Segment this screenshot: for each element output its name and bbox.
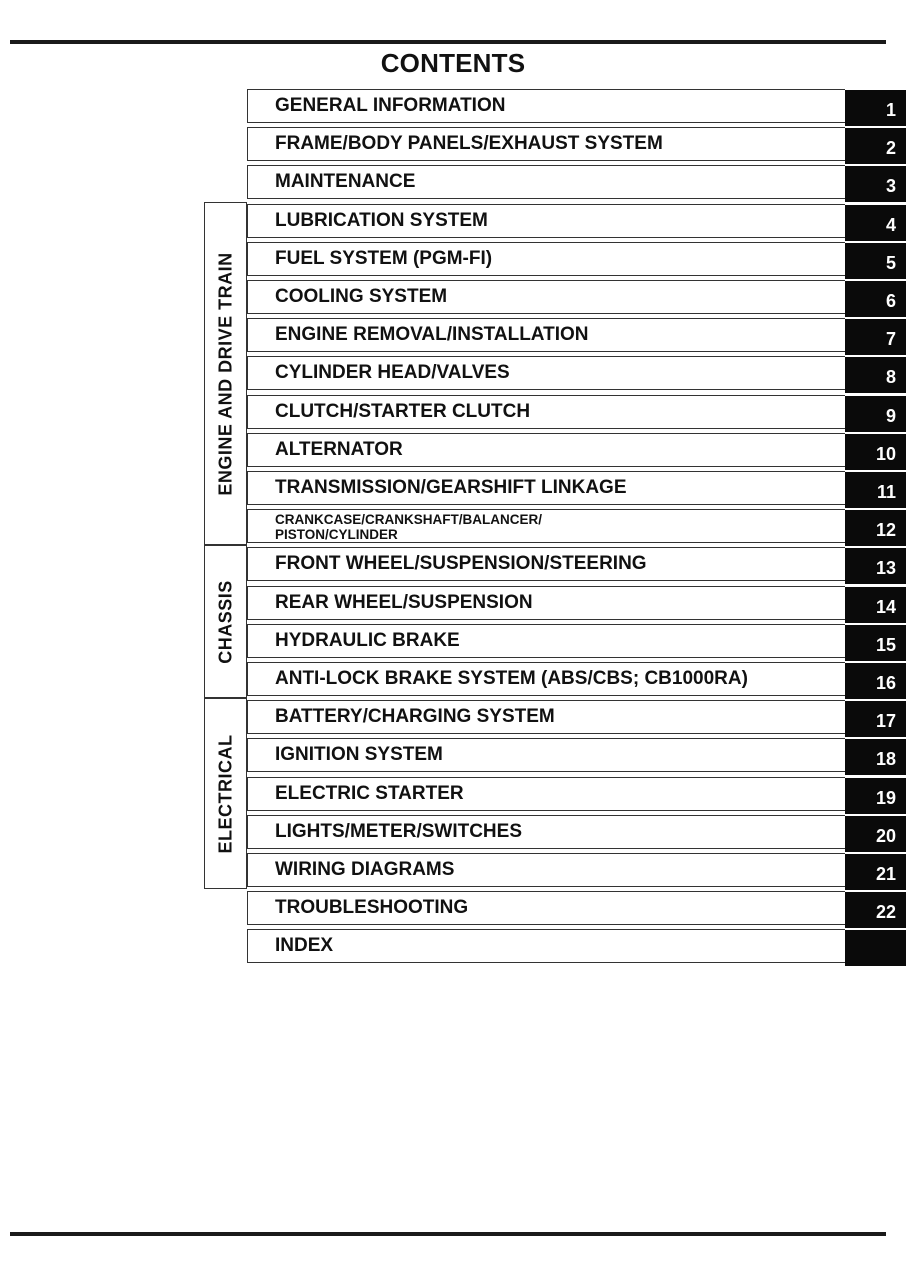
section-tab-number[interactable]: 1: [845, 90, 906, 126]
section-title: CYLINDER HEAD/VALVES: [275, 362, 510, 383]
section-group-label: ENGINE AND DRIVE TRAIN: [215, 251, 235, 496]
section-title: HYDRAULIC BRAKE: [275, 630, 460, 651]
section-title: INDEX: [275, 935, 334, 956]
section-tab-number[interactable]: 11: [845, 472, 906, 508]
section-tab-number[interactable]: 2: [845, 128, 906, 164]
contents-row[interactable]: [247, 929, 845, 963]
section-tab-number[interactable]: 20: [845, 816, 906, 852]
contents-row[interactable]: [247, 471, 845, 505]
contents-row[interactable]: [247, 318, 845, 352]
contents-row[interactable]: [247, 165, 845, 199]
contents-row[interactable]: [247, 777, 845, 811]
section-title: [275, 512, 542, 546]
contents-row[interactable]: [247, 815, 845, 849]
section-tab-number[interactable]: 10: [845, 434, 906, 470]
contents-row[interactable]: [247, 204, 845, 238]
section-title: FRAME/BODY PANELS/EXHAUST SYSTEM: [275, 133, 663, 154]
section-tab-number[interactable]: 3: [845, 166, 906, 202]
contents-row[interactable]: [247, 395, 845, 429]
section-title: BATTERY/CHARGING SYSTEM: [275, 706, 555, 727]
section-title: TROUBLESHOOTING: [275, 897, 469, 918]
section-tab-number[interactable]: 15: [845, 625, 906, 661]
page-title: CONTENTS: [380, 48, 526, 78]
section-tab-number[interactable]: 4: [845, 205, 906, 241]
section-tab-number[interactable]: 16: [845, 663, 906, 699]
contents-row[interactable]: [247, 891, 845, 925]
section-title: LIGHTS/METER/SWITCHES: [275, 821, 522, 842]
contents-row[interactable]: [247, 547, 845, 581]
section-title: ELECTRIC STARTER: [275, 783, 464, 804]
section-tab-number[interactable]: 17: [845, 701, 906, 737]
section-tab-number[interactable]: 22: [845, 892, 906, 928]
section-group-label: ELECTRICAL: [215, 734, 235, 853]
section-tab-number[interactable]: 9: [845, 396, 906, 432]
section-tab-number[interactable]: 18: [845, 739, 906, 775]
section-title-line-1: CRANKCASE/CRANKSHAFT/BALANCER/: [275, 512, 542, 527]
section-group: [204, 545, 247, 698]
section-title: REAR WHEEL/SUSPENSION: [275, 592, 533, 613]
contents-row[interactable]: [247, 662, 845, 696]
section-title: CLUTCH/STARTER CLUTCH: [275, 401, 531, 422]
section-title: WIRING DIAGRAMS: [275, 859, 455, 880]
section-tab-number[interactable]: 21: [845, 854, 906, 890]
section-tab-number[interactable]: 8: [845, 357, 906, 393]
section-title: LUBRICATION SYSTEM: [275, 210, 488, 231]
section-tab-number[interactable]: 13: [845, 548, 906, 584]
section-tab-number[interactable]: 7: [845, 319, 906, 355]
contents-row[interactable]: [247, 509, 845, 543]
section-title: FRONT WHEEL/SUSPENSION/STEERING: [275, 553, 647, 574]
section-title: IGNITION SYSTEM: [275, 744, 443, 765]
section-title-line-2: PISTON/CYLINDER: [275, 527, 398, 542]
section-tab-number[interactable]: [845, 930, 906, 966]
contents-row[interactable]: [247, 127, 845, 161]
section-group: [204, 202, 247, 545]
contents-row[interactable]: [247, 738, 845, 772]
contents-row[interactable]: [247, 624, 845, 658]
contents-row[interactable]: [247, 280, 845, 314]
section-tab-number[interactable]: 5: [845, 243, 906, 279]
section-title: GENERAL INFORMATION: [275, 95, 506, 116]
contents-row[interactable]: [247, 356, 845, 390]
section-title: COOLING SYSTEM: [275, 286, 448, 307]
section-title: ALTERNATOR: [275, 439, 403, 460]
contents-row[interactable]: [247, 700, 845, 734]
contents-row[interactable]: [247, 242, 845, 276]
section-title: MAINTENANCE: [275, 171, 416, 192]
section-title: FUEL SYSTEM (PGM-FI): [275, 248, 493, 269]
section-title: ENGINE REMOVAL/INSTALLATION: [275, 324, 589, 345]
contents-row[interactable]: [247, 433, 845, 467]
top-rule: [10, 40, 886, 44]
bottom-rule: [10, 1232, 886, 1236]
section-title: ANTI-LOCK BRAKE SYSTEM (ABS/CBS; CB1000RA): [275, 668, 748, 689]
section-tab-number[interactable]: 6: [845, 281, 906, 317]
contents-row[interactable]: [247, 586, 845, 620]
contents-row[interactable]: [247, 853, 845, 887]
section-tab-number[interactable]: 12: [845, 510, 906, 546]
section-group: [204, 698, 247, 889]
section-tab-number[interactable]: 14: [845, 587, 906, 623]
contents-row[interactable]: [247, 89, 845, 123]
section-tab-number[interactable]: 19: [845, 778, 906, 814]
section-group-label: CHASSIS: [215, 579, 235, 664]
section-title: TRANSMISSION/GEARSHIFT LINKAGE: [275, 477, 627, 498]
